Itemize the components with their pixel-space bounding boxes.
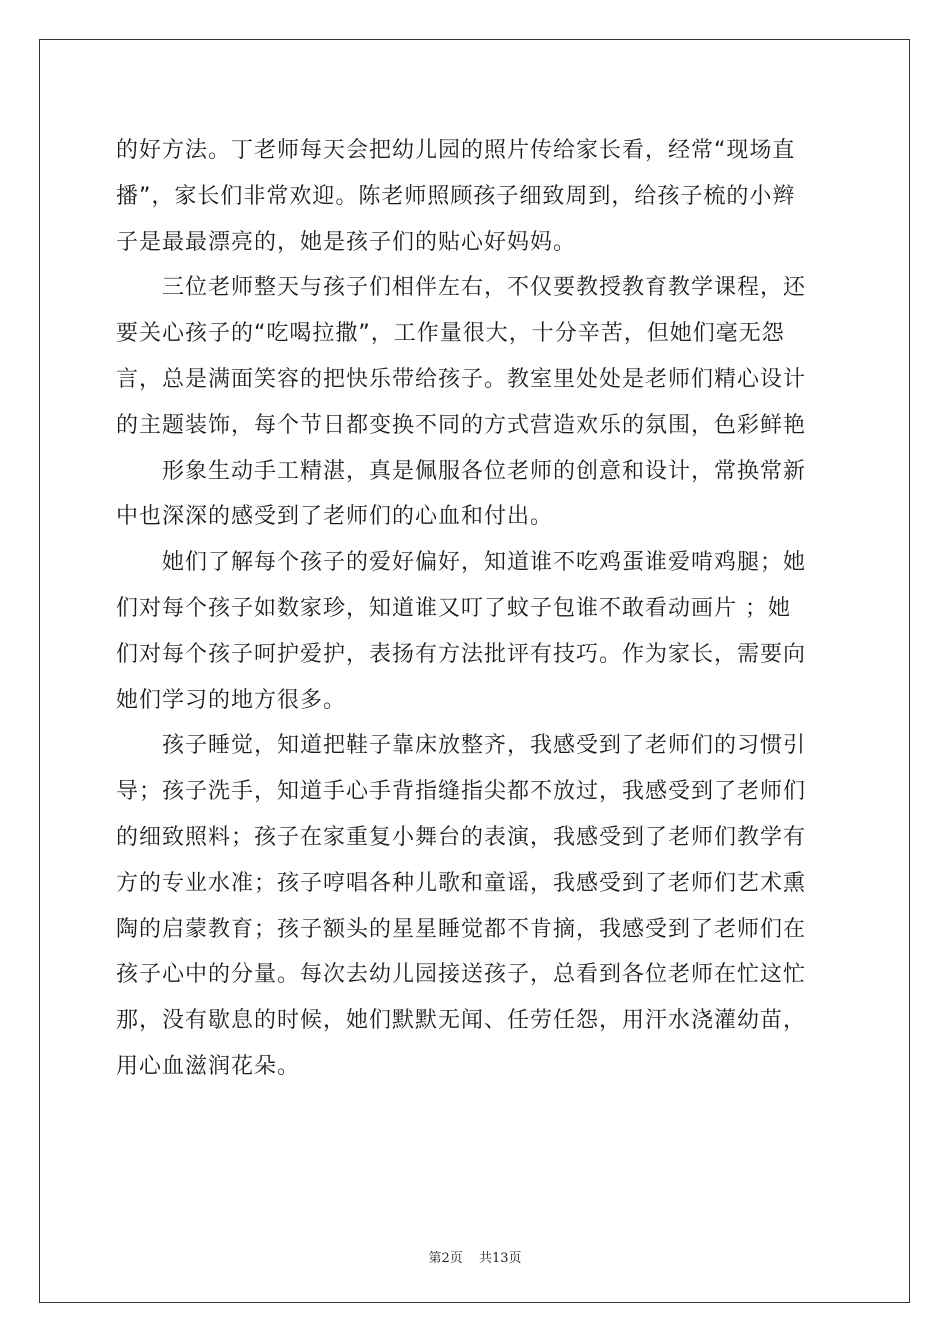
text-line: 她们了解每个孩子的爱好偏好，知道谁不吃鸡蛋谁爱啃鸡腿；她 [116,550,807,576]
text-line: 用心血滋润花朵。 [116,1053,301,1079]
text-line: 子是最最漂亮的，她是孩子们的贴心好妈妈。 [116,229,577,255]
page-number: 第2页 [428,1251,463,1266]
text-line: 的细致照料；孩子在家重复小舞台的表演，我感受到了老师们教学有 [116,824,807,850]
text-line: 陶的启蒙教育；孩子额头的星星睡觉都不肯摘，我感受到了老师们在 [116,916,807,942]
text-line: 导；孩子洗手，知道手心手背指缝指尖都不放过，我感受到了老师们 [116,779,807,805]
page-total: 共13页 [478,1251,522,1266]
text-line: 的好方法。丁老师每天会把幼儿园的照片传给家长看，经常“现场直 [116,138,796,163]
text-line: 孩子心中的分量。每次去幼儿园接送孩子，总看到各位老师在忙这忙 [116,962,807,988]
page-footer [0,1247,950,1266]
text-line: 言，总是满面笑容的把快乐带给孩子。教室里处处是老师们精心设计 [116,366,807,392]
text-line: 要关心孩子的“吃喝拉撒”，工作量很大，十分辛苦，但她们毫无怨 [116,321,785,347]
text-line: 那，没有歇息的时候，她们默默无闻、任劳任怨，用汗水浇灌幼苗， [116,1008,807,1034]
text-line: 形象生动手工精湛，真是佩服各位老师的创意和设计，常换常新 [116,458,807,484]
text-line: 孩子睡觉，知道把鞋子靠床放整齐，我感受到了老师们的习惯引 [116,733,807,759]
document-body [116,128,836,1090]
text-line: 们对每个孩子呵护爱护，表扬有方法批评有技巧。作为家长，需要向 [116,641,807,667]
text-line: 们对每个孩子如数家珍，知道谁又叮了蚊子包谁不敢看动画片 ；她 [116,595,791,621]
text-line: 的主题装饰，每个节日都变换不同的方式营造欢乐的氛围，色彩鲜艳 [116,412,807,438]
text-line: 她们学习的地方很多。 [116,687,347,713]
text-line: 播”，家长们非常欢迎。陈老师照顾孩子细致周到，给孩子梳的小辫 [116,183,796,209]
text-line: 中也深深的感受到了老师们的心血和付出。 [116,504,554,530]
text-line: 三位老师整天与孩子们相伴左右，不仅要教授教育教学课程，还 [116,275,807,301]
text-line: 方的专业水准；孩子哼唱各种儿歌和童谣，我感受到了老师们艺术熏 [116,870,807,896]
